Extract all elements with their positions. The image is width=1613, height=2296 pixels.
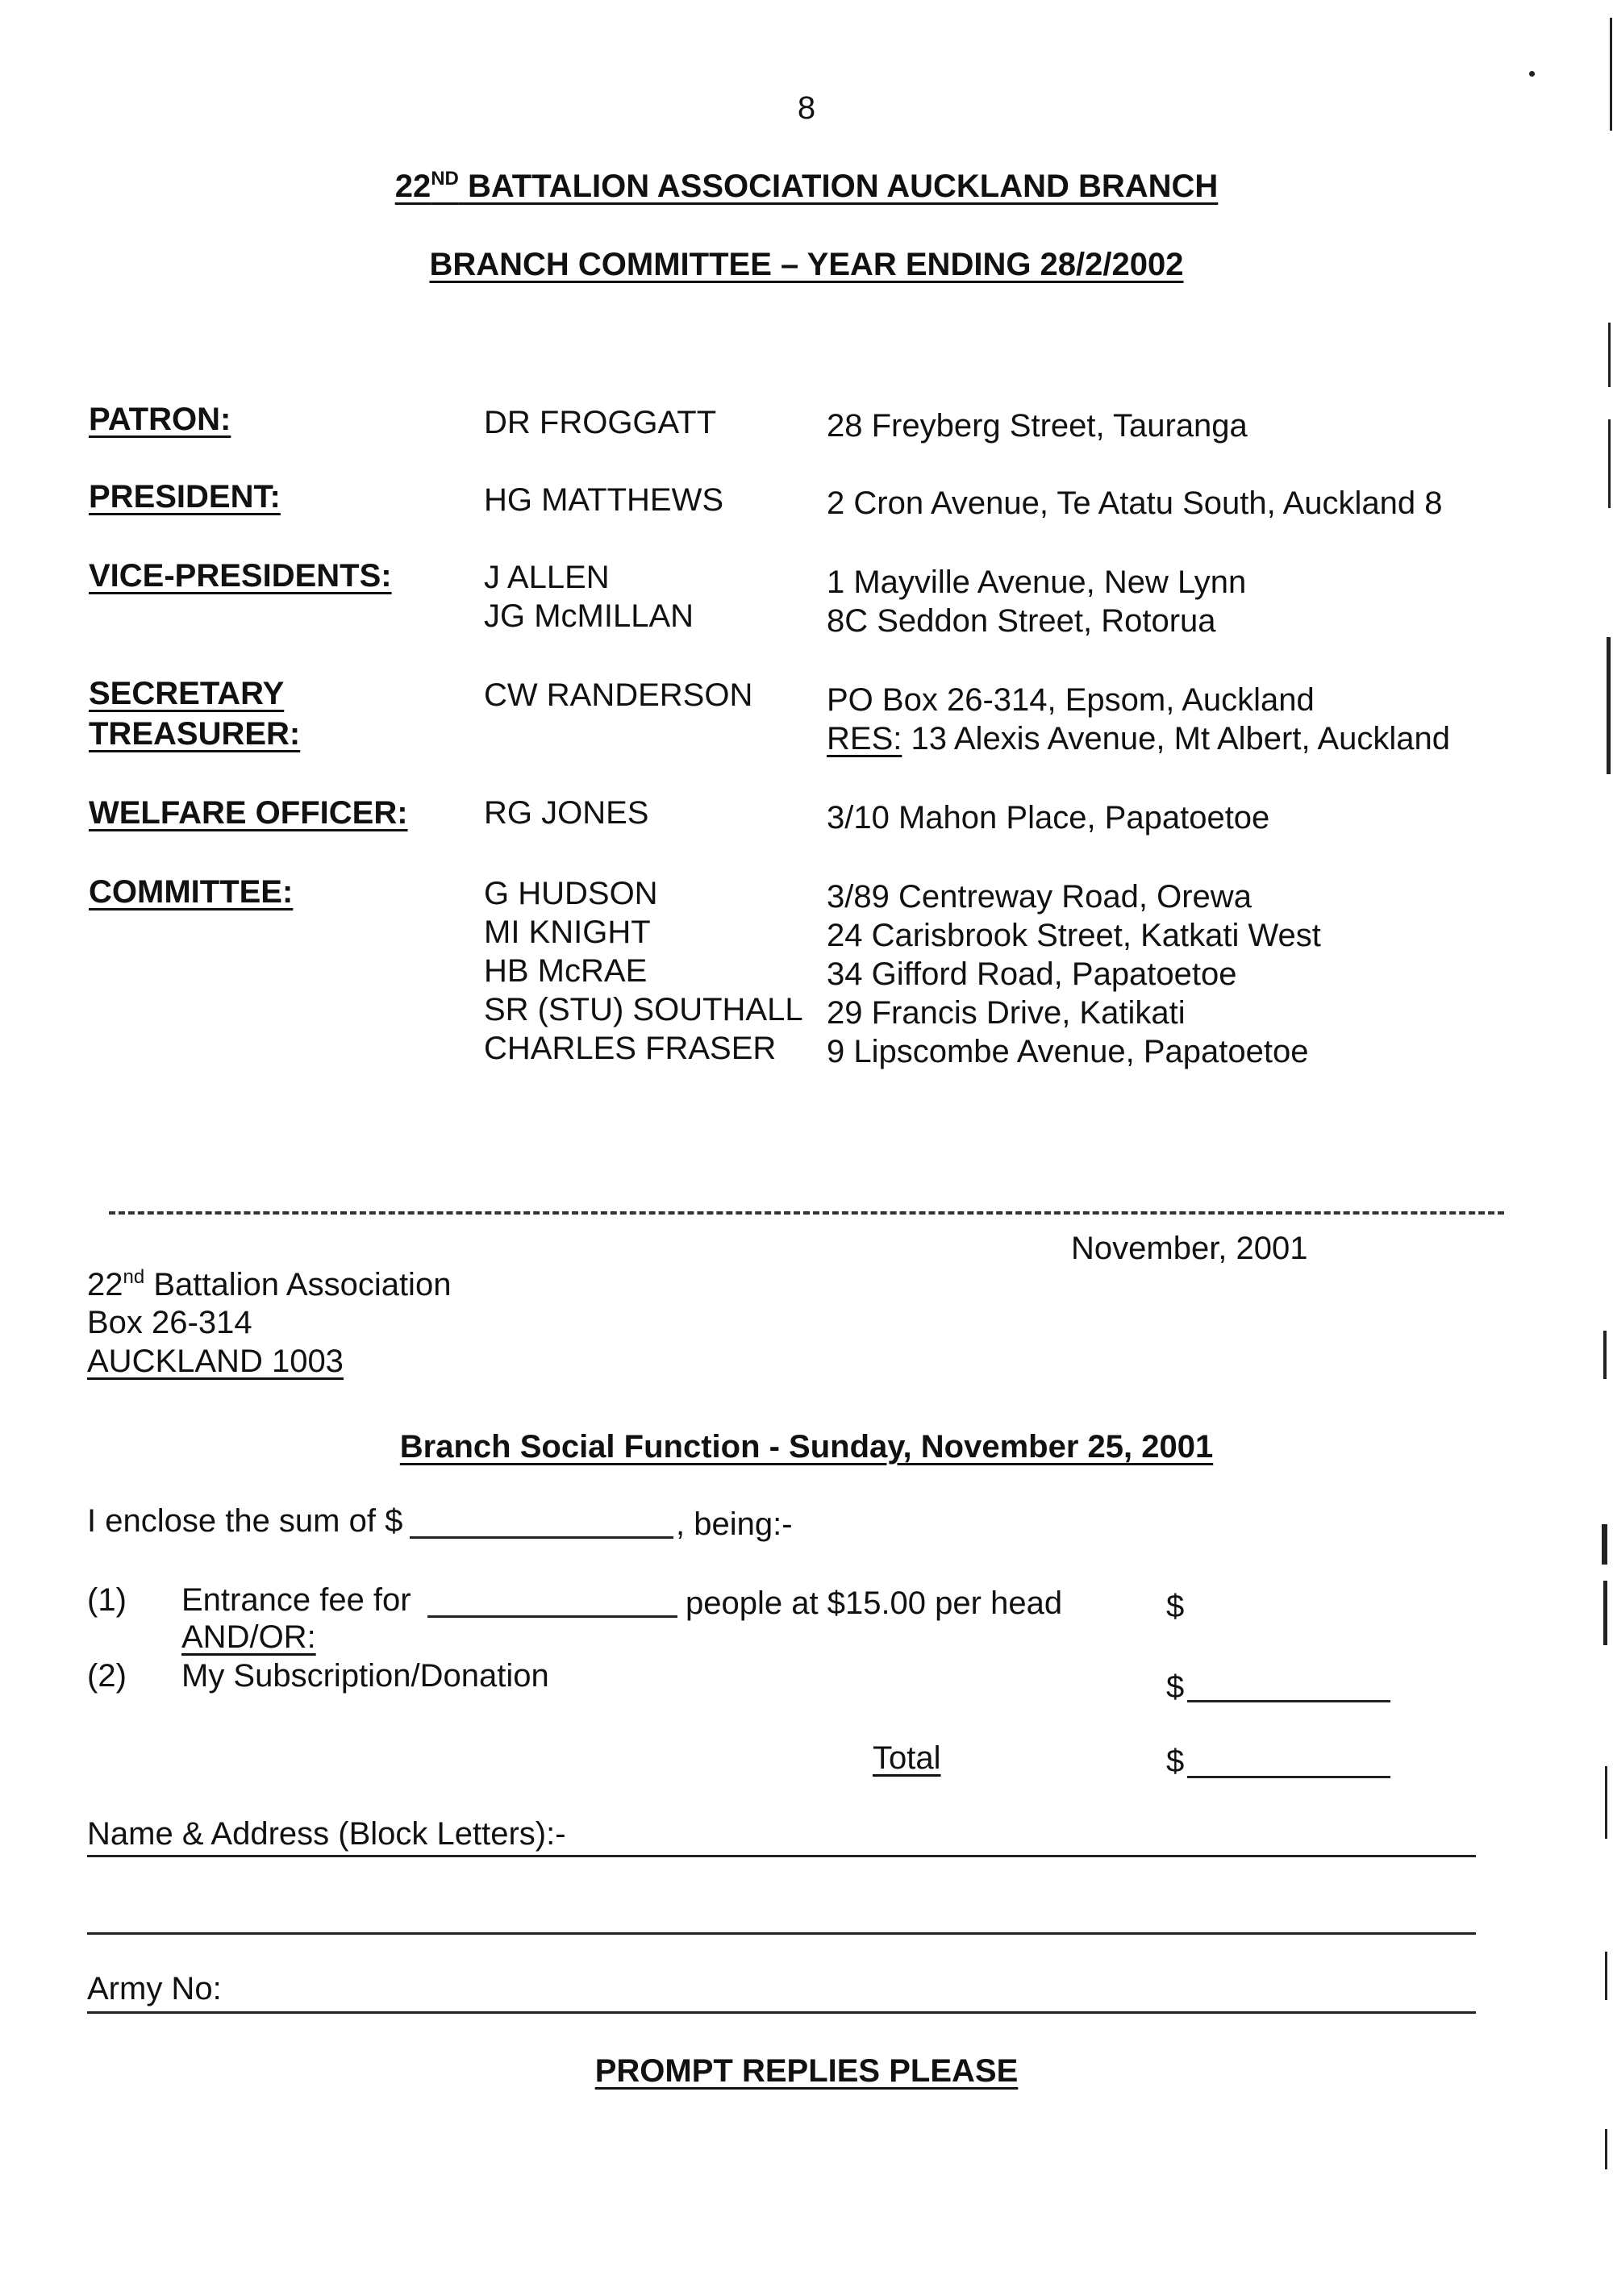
name-address-field-line2[interactable]: [87, 1932, 1476, 1935]
scan-mark: [1607, 637, 1611, 774]
slip-date: November, 2001: [1071, 1231, 1308, 1266]
item2-label: My Subscription/Donation: [181, 1658, 549, 1694]
secretary-postal-address: PO Box 26-314, Epsom, Auckland: [827, 682, 1315, 718]
slip-address-line3: AUCKLAND 1003: [87, 1344, 344, 1379]
res-address: 13 Alexis Avenue, Mt Albert, Auckland: [902, 721, 1451, 756]
vice-president-address: 8C Seddon Street, Rotorua: [827, 603, 1216, 639]
secretary-name: CW RANDERSON: [484, 677, 753, 713]
and-or-label: AND/OR:: [181, 1619, 316, 1655]
army-no-field[interactable]: [87, 2011, 1476, 2014]
vice-president-name: J ALLEN: [484, 560, 610, 595]
scan-mark: [1603, 1331, 1607, 1379]
item1-number: (1): [87, 1582, 127, 1618]
president-name: HG MATTHEWS: [484, 482, 724, 518]
committee-member-name: HB McRAE: [484, 953, 648, 989]
secretary-label: SECRETARY: [89, 676, 285, 711]
total-label: Total: [873, 1740, 941, 1776]
scan-mark: [1605, 1766, 1607, 1839]
welfare-officer-address: 3/10 Mahon Place, Papatoetoe: [827, 800, 1270, 835]
title-prefix: 22: [394, 169, 431, 204]
committee-member-address: 9 Lipscombe Avenue, Papatoetoe: [827, 1034, 1309, 1069]
page-title: [0, 168, 1613, 205]
slip-address-line2: Box 26-314: [87, 1305, 252, 1340]
addr-prefix: 22: [87, 1267, 123, 1302]
welfare-officer-label: WELFARE OFFICER:: [89, 795, 408, 831]
vice-presidents-label: VICE-PRESIDENTS:: [89, 558, 392, 594]
cut-line: [109, 1211, 1504, 1215]
addr-sup: nd: [123, 1266, 145, 1288]
vice-president-address: 1 Mayville Avenue, New Lynn: [827, 565, 1247, 600]
name-address-label: Name & Address (Block Letters):-: [87, 1816, 566, 1852]
enclose-prefix: I enclose the sum of $: [87, 1503, 403, 1539]
page-subtitle: [0, 247, 1613, 283]
committee-member-name: MI KNIGHT: [484, 915, 651, 950]
scan-mark: [1605, 2129, 1607, 2169]
name-address-field[interactable]: [87, 1855, 1476, 1857]
committee-label: COMMITTEE:: [89, 874, 294, 910]
addr-rest: Battalion Association: [144, 1267, 452, 1302]
scan-mark: [1605, 1952, 1607, 2000]
item2-number: (2): [87, 1658, 127, 1694]
committee-member-address: 24 Carisbrook Street, Katkati West: [827, 918, 1321, 953]
president-address: 2 Cron Avenue, Te Atatu South, Auckland 8: [827, 485, 1443, 521]
enclose-suffix: , being:-: [676, 1506, 793, 1542]
committee-member-name: G HUDSON: [484, 876, 658, 911]
res-label: RES:: [827, 721, 902, 756]
committee-member-address: 34 Gifford Road, Papatoetoe: [827, 956, 1237, 992]
committee-member-name: SR (STU) SOUTHALL: [484, 992, 803, 1027]
title-text: [395, 169, 1219, 204]
scan-speck: [1529, 71, 1535, 77]
item2-dollar: $: [1166, 1669, 1185, 1705]
welfare-officer-name: RG JONES: [484, 795, 649, 831]
total-dollar: $: [1166, 1744, 1185, 1779]
committee-member-address: 29 Francis Drive, Katikati: [827, 995, 1186, 1031]
vice-president-name: JG McMILLAN: [484, 598, 694, 634]
patron-name: DR FROGGATT: [484, 405, 717, 440]
army-no-label: Army No:: [87, 1971, 222, 2006]
item1-dollar: $: [1166, 1589, 1185, 1624]
subtitle-text: BRANCH COMMITTEE – YEAR ENDING 28/2/2002: [429, 247, 1184, 282]
enclose-amount-field[interactable]: [410, 1536, 673, 1539]
patron-address: 28 Freyberg Street, Tauranga: [827, 408, 1248, 444]
item1-label: Entrance fee for: [181, 1582, 411, 1618]
people-count-field[interactable]: [427, 1615, 677, 1618]
treasurer-label: TREASURER:: [89, 716, 301, 752]
prompt-text: PROMPT REPLIES PLEASE: [594, 2053, 1019, 2089]
scan-mark: [1602, 1524, 1607, 1565]
scan-mark: [1610, 18, 1612, 131]
committee-member-address: 3/89 Centreway Road, Orewa: [827, 879, 1252, 915]
page-number: 8: [797, 90, 816, 126]
function-title: [0, 1429, 1613, 1465]
title-rest: BATTALION ASSOCIATION AUCKLAND BRANCH: [458, 169, 1219, 204]
patron-label: PATRON:: [89, 402, 231, 437]
function-title-text: Branch Social Function - Sunday, November 25, 2001: [399, 1429, 1214, 1465]
president-label: PRESIDENT:: [89, 479, 281, 515]
scan-mark: [1608, 323, 1611, 387]
donation-amount-field[interactable]: [1187, 1700, 1390, 1702]
item1-rate: people at $15.00 per head: [686, 1586, 1063, 1621]
scan-mark: [1608, 419, 1611, 508]
prompt-replies: [0, 2053, 1613, 2090]
slip-address-line1: [87, 1266, 451, 1303]
secretary-residential-address: [827, 721, 1450, 757]
title-sup: ND: [431, 168, 459, 190]
total-amount-field[interactable]: [1187, 1776, 1390, 1778]
committee-member-name: CHARLES FRASER: [484, 1031, 777, 1066]
scan-mark: [1603, 1581, 1607, 1645]
